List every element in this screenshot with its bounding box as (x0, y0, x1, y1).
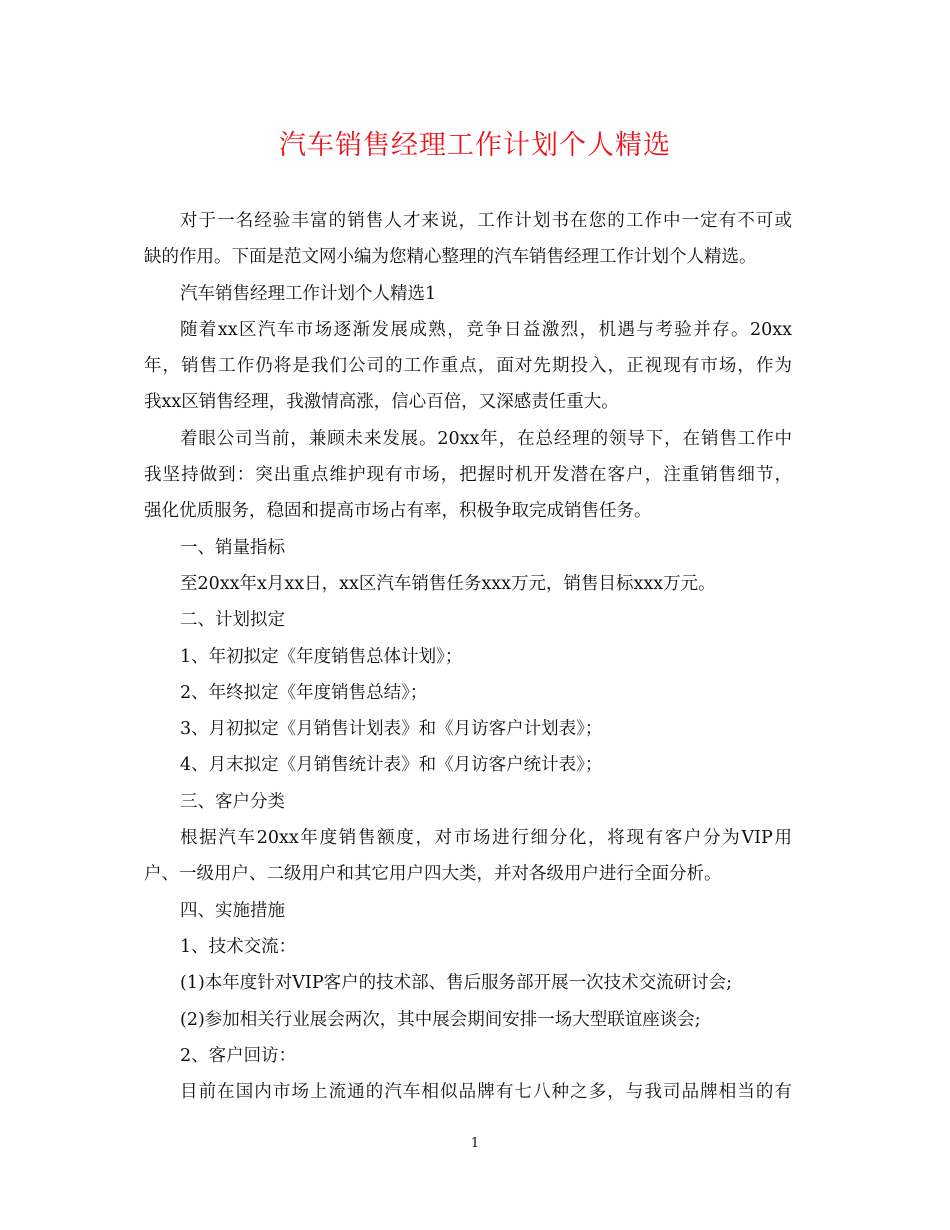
text-line: 至20xx年x月xx日，xx区汽车销售任务xxx万元，销售目标xxx万元。 (180, 573, 716, 594)
document-body (144, 203, 804, 1110)
page-number: 1 (470, 1136, 480, 1151)
text-line: 随着xx区汽车市场逐渐发展成熟，竞争日益激烈，机遇与考验并存。20xx (180, 319, 792, 340)
text-line: (2)参加相关行业展会两次，其中展会期间安排一场大型联谊座谈会; (180, 1009, 701, 1030)
text-line: 强化优质服务，稳固和提高市场占有率，积极争取完成销售任务。 (144, 501, 652, 522)
text-line: 2、年终拟定《年度销售总结》； (180, 682, 428, 703)
text-line: 三、客户分类 (180, 791, 285, 812)
text-line: 根据汽车20xx年度销售额度，对市场进行细分化，将现有客户分为VIP用 (180, 828, 792, 849)
text-line: 对于一名经验丰富的销售人才来说，工作计划书在您的工作中一定有不可或 (180, 211, 792, 231)
text-line: 缺的作用。下面是范文网小编为您精心整理的汽车销售经理工作计划个人精选。 (144, 247, 757, 268)
text-line: 一、销量指标 (180, 537, 285, 558)
text-line: 汽车销售经理工作计划个人精选1 (180, 283, 437, 304)
text-line: 户、一级用户、二级用户和其它用户四大类，并对各级用户进行全面分析。 (144, 864, 722, 885)
text-line: 1、技术交流： (180, 936, 297, 957)
text-line: 二、计划拟定 (180, 610, 285, 631)
text-line: 年，销售工作仍将是我们公司的工作重点，面对先期投入，正视现有市场，作为 (144, 356, 792, 377)
text-line: 2、客户回访： (180, 1045, 297, 1066)
text-line: 我坚持做到：突出重点维护现有市场，把握时机开发潜在客户，注重销售细节， (144, 465, 792, 486)
text-line: 着眼公司当前，兼顾未来发展。20xx年，在总经理的领导下，在销售工作中 (180, 428, 792, 449)
text-line: 3、月初拟定《月销售计划表》和《月访客户计划表》； (180, 719, 603, 740)
document-title: 汽车销售经理工作计划个人精选 (279, 130, 671, 161)
text-line: 4、月末拟定《月销售统计表》和《月访客户统计表》； (180, 755, 603, 776)
text-line: 四、实施措施 (180, 900, 285, 921)
text-line: 目前在国内市场上流通的汽车相似品牌有七八种之多，与我司品牌相当的有 (180, 1082, 792, 1103)
text-line: 1、年初拟定《年度销售总体计划》； (180, 646, 463, 667)
text-line: 我xx区销售经理，我激情高涨，信心百倍，又深感责任重大。 (144, 392, 619, 413)
text-line: (1)本年度针对VIP客户的技术部、售后服务部开展一次技术交流研讨会; (180, 973, 733, 994)
